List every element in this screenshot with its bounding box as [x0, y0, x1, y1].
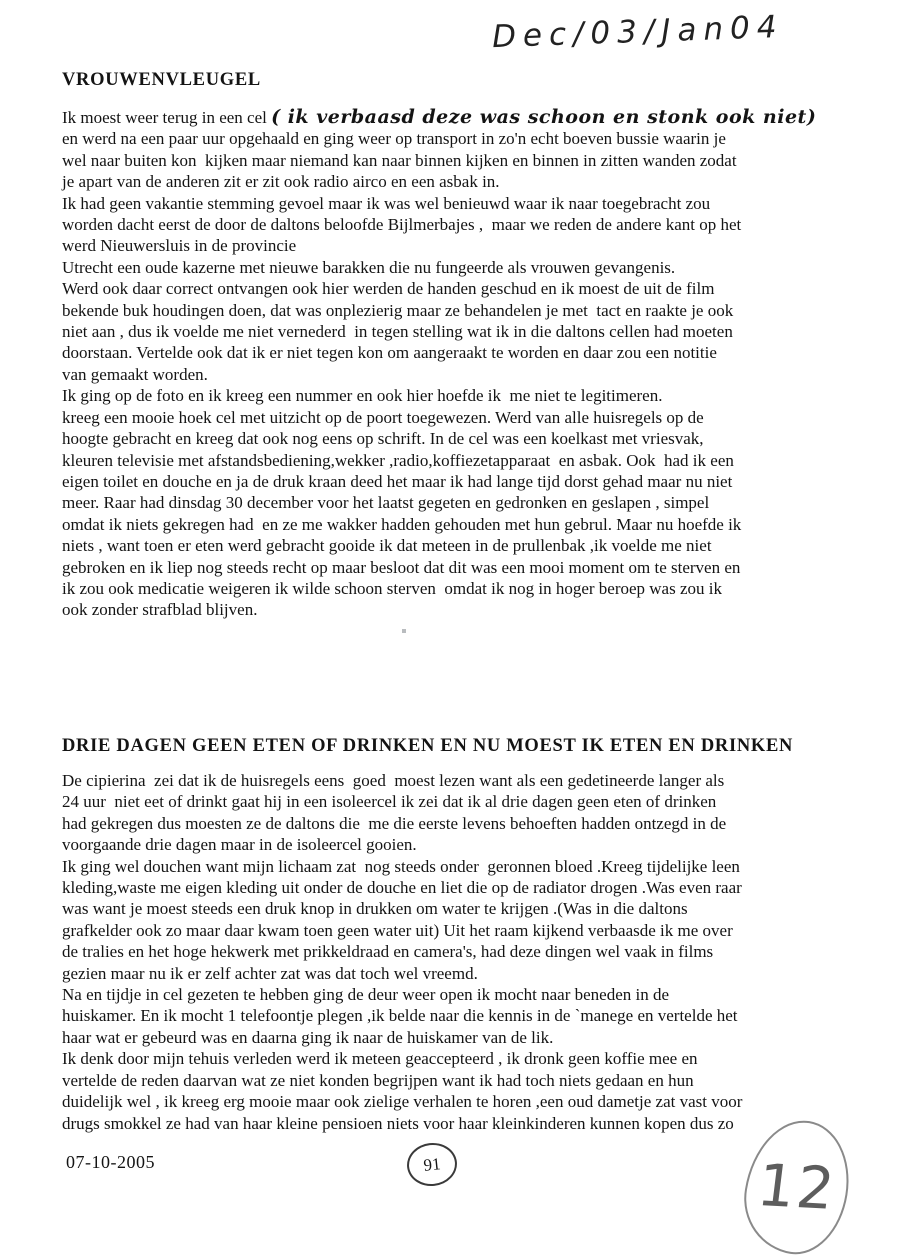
text-line: werd Nieuwersluis in de provincie	[62, 236, 297, 256]
text-line: Ik ging wel douchen want mijn lichaam zat nog steeds onder geronnen bloed .Kreeg tijdelijke leen	[62, 856, 740, 876]
text-line: wel naar buiten kon kijken maar niemand kan naar binnen kijken en binnen in zitten wanden zodat	[62, 150, 737, 170]
text-line: ik zou ook medicatie weigeren ik wilde schoon sterven omdat ik nog in hoger beroep was zou ik	[62, 578, 722, 598]
text-line: grafkelder ook zo maar daar kwam toen geen water uit) Uit het raam kijkend verbaasde ik me over	[62, 920, 733, 940]
scan-speck	[402, 629, 406, 633]
text-line: Ik had geen vakantie stemming gevoel maar ik was wel benieuwd waar ik naar toegebracht zou	[62, 193, 711, 213]
handwritten-date-annotation: Dec/03/Jan04	[491, 8, 785, 56]
text-line: doorstaan. Vertelde ook dat ik er niet tegen kon om aangeraakt te worden en daar zou een notitie	[62, 343, 717, 363]
text-line: Ik ging op de foto en ik kreeg een nummer en ook hier hoefde ik me niet te legitimeren.	[62, 386, 663, 406]
text-line: kleding,waste me eigen kleding uit onder de douche en liet die op de radiator drogen .Was even raar	[62, 878, 742, 898]
text-line: Na en tijdje in cel gezeten te hebben ging de deur weer open ik mocht naar beneden in de	[62, 985, 670, 1005]
section-1-body	[62, 107, 862, 621]
text-line: huiskamer. En ik mocht 1 telefoontje plegen ,ik belde naar die kennis in de `manege en vertelde het	[62, 1006, 738, 1026]
text-line: bekende buk houdingen doen, dat was onplezierig maar ze behandelen je met tact en raakte je ook	[62, 300, 734, 320]
text-line: meer. Raar had dinsdag 30 december voor het laatst gegeten en gedronken en geslapen , simpel	[62, 493, 710, 513]
text-line	[62, 107, 862, 128]
text-line: Werd ook daar correct ontvangen ook hier werden de handen geschud en ik moest de uit de film	[62, 279, 715, 299]
text-line: eigen toilet en douche en ja de druk kraan deed het maar ik had lange tijd dorst gehad maar nu niet	[62, 471, 733, 491]
paragraph-lines	[62, 128, 862, 620]
text-line: je apart van de anderen zit er zit ook radio airco en een asbak in.	[62, 172, 500, 192]
text-line: gebroken en ik liep nog steeds recht op maar besloot dat dit was een mooi moment om te sterven en	[62, 557, 741, 577]
text-line: ook zonder strafblad blijven.	[62, 600, 258, 620]
text-line: 24 uur niet eet of drinkt gaat hij in een isoleercel ik zei dat ik al drie dagen geen eten of drinken	[62, 792, 717, 812]
text-line: en werd na een paar uur opgehaald en ging weer op transport in zo'n echt boeven bussie waarin je	[62, 129, 726, 149]
section-2-body	[62, 770, 862, 1134]
text-line: kreeg een mooie hoek cel met uitzicht op de poort toegewezen. Werd van alle huisregels op de	[62, 407, 704, 427]
circled-page-number	[405, 1141, 459, 1189]
text-line: van gemaakt worden.	[62, 364, 208, 384]
text-line: niet aan , dus ik voelde me niet vernederd in tegen stelling wat ik in die daltons cellen had moeten	[62, 322, 733, 342]
footer-date: 07-10-2005	[66, 1152, 155, 1172]
text-line: Ik denk door mijn tehuis verleden werd ik meteen geaccepteerd , ik dronk geen koffie mee en	[62, 1049, 698, 1069]
handwritten-circle-annotation	[736, 1113, 858, 1259]
section-heading-vrouwenvleugel: VROUWENVLEUGEL	[62, 70, 261, 90]
section-heading-drie-dagen: DRIE DAGEN GEEN ETEN OF DRINKEN EN NU MOEST IK ETEN EN DRINKEN	[62, 736, 794, 756]
text-line: De cipierina zei dat ik de huisregels eens goed moest lezen want als een gedetineerde langer als	[62, 771, 725, 790]
text-line: Utrecht een oude kazerne met nieuwe barakken die nu fungeerde als vrouwen gevangenis.	[62, 257, 676, 277]
text-line: was want je moest steeds een druk knop in drukken om water te krijgen .(Was in die daltons	[62, 899, 688, 919]
text-line: worden dacht eerst de door de daltons beloofde Bijlmerbajes , maar we reden de andere kant op het	[62, 215, 742, 235]
text-line: haar wat er gebeurd was en daarna ging ik naar de huiskamer van de lik.	[62, 1027, 554, 1047]
text-line: de tralies en het hoge hekwerk met prikkeldraad en camera's, had deze dingen wel vaak in films	[62, 942, 714, 962]
text-line: duidelijk wel , ik kreeg erg mooie maar ook zielige verhalen te horen ,een oud dametje zat vast voor	[62, 1092, 743, 1112]
page-number: 91	[422, 1153, 442, 1175]
text-line: voorgaande drie dagen maar in de isoleercel gooien.	[62, 835, 417, 855]
text-line: niets , want toen er eten werd gebracht gooide ik dat meteen in de prullenbak ,ik voelde me niet	[62, 536, 712, 556]
text-line: had gekregen dus moesten ze de daltons die me die eerste levens behoeften hadden ontzegd in de	[62, 813, 727, 833]
text-line: drugs smokkel ze had van haar kleine pensioen niets voor haar kleinkinderen kunnen kopen dus zo	[62, 1113, 734, 1133]
text-line: omdat ik niets gekregen had en ze me wakker hadden gehouden met hun gebrul. Maar nu hoefde ik	[62, 514, 742, 534]
text-line-typed-part: Ik moest weer terug in een cel	[62, 108, 272, 127]
handwritten-inline-remark: ( ik verbaasd deze was schoon en stonk ook niet)	[271, 106, 817, 128]
text-line: vertelde de reden daarvan wat ze niet konden begrijpen want ik had toch niets gedaan en hun	[62, 1070, 694, 1090]
text-line: gezien maar nu ik er zelf achter zat was dat toch wel vreemd.	[62, 963, 478, 983]
handwritten-number: 12	[753, 1151, 841, 1223]
paragraph-lines	[62, 770, 862, 1134]
text-line: hoogte gebracht en kreeg dat ook nog eens op schrift. In de cel was een koelkast met vriesvak,	[62, 429, 704, 449]
text-line: kleuren televisie met afstandsbediening,wekker ,radio,koffiezetapparaat en asbak. Ook had ik een	[62, 450, 734, 470]
